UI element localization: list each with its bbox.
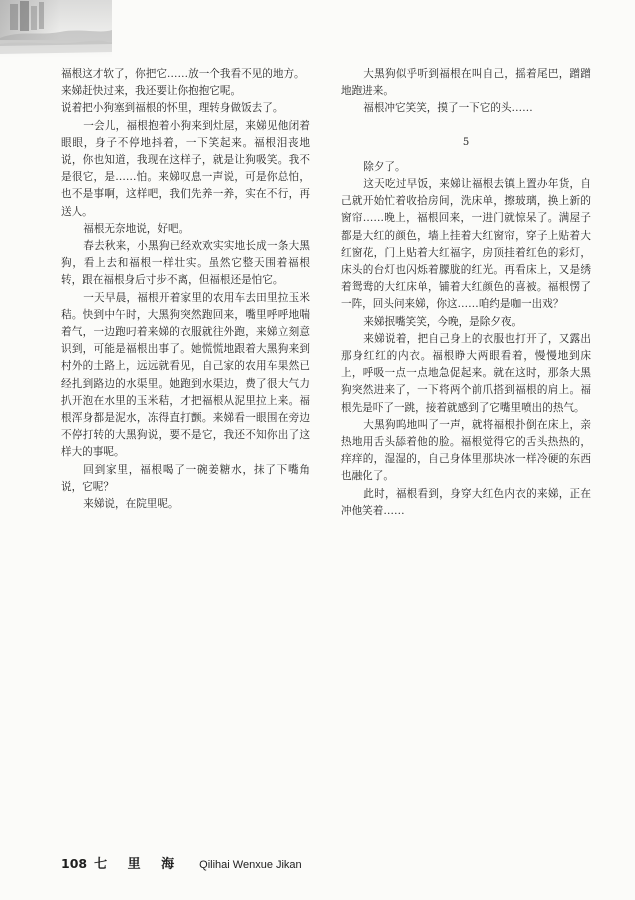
section-number: 5: [462, 136, 470, 148]
page-footer: [61, 853, 302, 872]
paragraph: 一天早晨，福根开着家里的农用车去田里拉玉米秸。快到中午时，大黑狗突然跑回来，嘴里呼呼地喘着气，一边跑叼着来娣的衣服就往外跑，来娣立刻意识到，可能是福根出事了。她慌慌地跟着大黑狗来到村外的土路上，远远就看见，自己家的农用车果然已经扎到路边的水渠里。她跑到水渠边，费了很大气力扒开泡在水里的玉米秸，才把福根从泥里拉上来。福根浑身都是泥水，冻得直打颤。来娣看一眼围在旁边不停打转的大黑狗说，要不是它，我还不知你出了这样大的事呢。: [61, 291, 310, 459]
page-number: 108: [61, 856, 88, 871]
paragraph: 福根这才软了，你把它……放一个我看不见的地方。: [61, 68, 305, 80]
paragraph: 一会儿，福根抱着小狗来到灶屋，来娣见他闭着眼眼，身子不停地抖着，一下笑起来。福根泪丧地说，你也知道，我现在这样子，就是让狗吸笑。我不是很它，是……怕。来娣叹息一声说，可是你总怕，也不是事啊，这样吧，我们先养一养，实在不行，再送人。: [61, 119, 310, 218]
paragraph: 来娣说，在院里呢。: [83, 498, 179, 511]
paragraph: 除夕了。: [363, 160, 406, 173]
paragraph: 说着把小狗塞到福根的怀里，理转身做饭去了。: [61, 102, 284, 115]
paragraph: 大黑狗似乎听到福根在叫自己，摇着尾巴，蹭蹭地跑进来。: [341, 68, 591, 98]
paragraph: 这天吃过早饭，来娣让福根去镇上置办年货，自己就开始忙着收拾房间，洗床单，擦玻璃，换上新的窗帘……晚上，福根回来，一进门就惊呆了。满屋子都是大红的颜色，墙上挂着大红窗帘，穿子上贴着大红窗花，门上贴着大红福字，房顶挂着红色的彩灯，床头的台灯也闪烁着朦胧的红光。再看床上，又是绣着鸳鸯的大红床单，铺着大红颜色的喜被。福根愣了一阵，回头问来娣，你这……咱约是咖一出戏？: [341, 178, 591, 311]
journal-name: 七 里 海: [94, 857, 183, 872]
paragraph: 此时，福根看到，身穿大红色内衣的来娣，正在冲他笑着……: [341, 487, 591, 517]
paragraph: 春去秋来，小黑狗已经欢欢实实地长成一条大黑狗，看上去和福根一样壮实。虽然它整天围着福根转，跟在福根身后寸步不离，但福根还是怕它。: [61, 240, 310, 287]
paragraph: 福根无奈地说，好吧。: [83, 222, 190, 235]
paragraph: 来娣赶快过来，我还要让你抱抱它呢。: [61, 85, 242, 98]
header-decoration-image: [0, 0, 112, 58]
paragraph: 来娣说着，把自己身上的衣服也打开了，又露出那身红红的内衣。福根睁大两眼看着，慢慢地到床上，呼吸一点一点地急促起来。就在这时，那条大黑狗突然进来了，一下将两个前爪搭到福根的肩上。福根先是吓了一跳，接着就感到了它嘴里喷出的热气。: [341, 332, 591, 414]
paragraph: 大黑狗呜地叫了一声，就将福根扑倒在床上，亲热地用舌头舔着他的脸。福根觉得它的舌头热热的，痒痒的，湿湿的，自己身体里那块冰一样冷硬的东西也融化了。: [341, 418, 591, 483]
right-text-column: [341, 66, 591, 520]
paragraph: 来娣抿嘴笑笑，今晚，是除夕夜。: [363, 315, 523, 328]
paragraph: 福根冲它笑笑，摸了一下它的头……: [363, 102, 533, 115]
paragraph: 回到家里，福根喝了一碗姜糖水，抹了下嘴角说，它呢？: [61, 463, 310, 493]
left-text-column: [61, 66, 310, 513]
journal-pinyin: Qilihai Wenxue Jikan: [199, 859, 302, 871]
